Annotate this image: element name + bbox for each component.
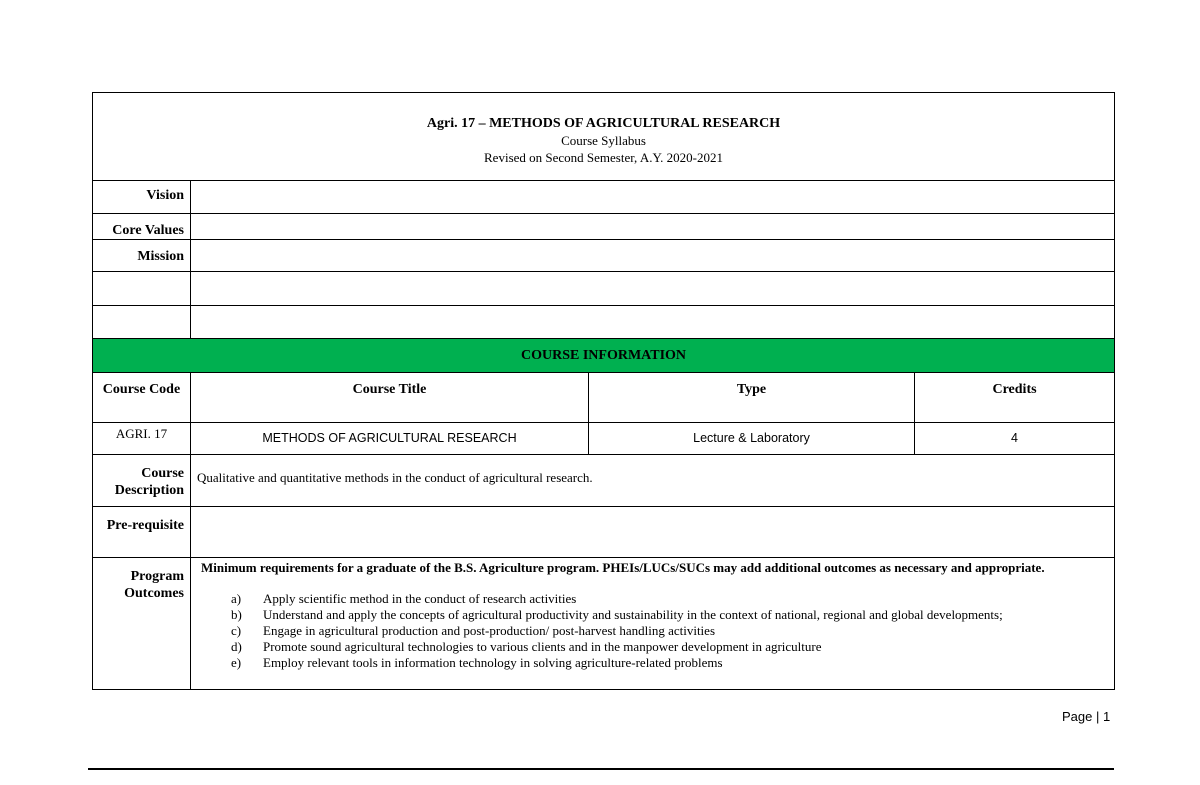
description-text: Qualitative and quantitative methods in the conduct of agricultural research.: [191, 455, 1115, 507]
outcome-letter: d): [231, 639, 242, 654]
outcomes-list: [201, 591, 1114, 671]
outcome-text: Understand and apply the concepts of agricultural productivity and sustainability in the context of national, regional and global developments;: [263, 607, 1003, 622]
outcomes-intro: Minimum requirements for a graduate of the B.S. Agriculture program. PHEIs/LUCs/SUCs may add additional outcomes as necessary and appropriate.: [201, 560, 1045, 575]
course-information-title: COURSE INFORMATION: [93, 339, 1115, 373]
prerequisite-label: Pre-requisite: [93, 507, 191, 558]
syllabus-header-row: [93, 93, 1115, 181]
core-values-row: [93, 214, 1115, 240]
credits-header: Credits: [915, 373, 1115, 423]
outcome-text: Apply scientific method in the conduct of research activities: [263, 591, 577, 606]
prerequisite-value: [191, 507, 1115, 558]
outcome-letter: e): [231, 655, 242, 670]
blank-label-cell: [93, 306, 191, 339]
outcome-item: [231, 607, 1114, 623]
blank-row-2: [93, 306, 1115, 339]
description-row: [93, 455, 1115, 507]
blank-row-1: [93, 272, 1115, 306]
blank-value-cell: [191, 272, 1115, 306]
revision-note: Revised on Second Semester, A.Y. 2020-2021: [484, 150, 724, 165]
blank-label-cell: [93, 272, 191, 306]
course-title-value: METHODS OF AGRICULTURAL RESEARCH: [191, 423, 589, 455]
prerequisite-row: [93, 507, 1115, 558]
type-header: Type: [589, 373, 915, 423]
syllabus-table: [92, 92, 1115, 690]
syllabus-header: [93, 93, 1115, 181]
footer-divider: [88, 768, 1114, 770]
mission-value: [191, 240, 1115, 272]
page-number: Page | 1: [1062, 709, 1111, 724]
course-title-header: Course Title: [191, 373, 589, 423]
document-type: Course Syllabus: [561, 133, 646, 148]
description-label: Course Description: [93, 455, 191, 507]
vision-value: [191, 181, 1115, 214]
vision-row: [93, 181, 1115, 214]
blank-value-cell: [191, 306, 1115, 339]
program-outcomes-content: [191, 558, 1115, 690]
program-outcomes-label: Program Outcomes: [93, 558, 191, 690]
course-code-value: AGRI. 17: [93, 423, 191, 455]
course-info-values-row: [93, 423, 1115, 455]
credits-value: 4: [915, 423, 1115, 455]
outcome-letter: c): [231, 623, 242, 638]
type-value: Lecture & Laboratory: [589, 423, 915, 455]
core-values-value: [191, 214, 1115, 240]
course-info-columns-row: [93, 373, 1115, 423]
course-code-header: Course Code: [93, 373, 191, 423]
outcome-letter: a): [231, 591, 242, 606]
outcome-letter: b): [231, 607, 242, 622]
mission-row: [93, 240, 1115, 272]
outcome-text: Engage in agricultural production and post-production/ post-harvest handling activities: [263, 623, 715, 638]
vision-label: Vision: [93, 181, 191, 214]
course-heading: Agri. 17 – METHODS OF AGRICULTURAL RESEARCH: [426, 116, 781, 131]
outcome-text: Employ relevant tools in information technology in solving agriculture-related problems: [263, 655, 723, 670]
outcome-item: [231, 639, 1114, 655]
outcome-item: [231, 623, 1114, 639]
outcome-text: Promote sound agricultural technologies to various clients and in the manpower development in agriculture: [263, 639, 822, 654]
mission-label: Mission: [93, 240, 191, 272]
program-outcomes-row: [93, 558, 1115, 690]
outcome-item: [231, 655, 1114, 671]
course-info-header-row: [93, 339, 1115, 373]
outcome-item: [231, 591, 1114, 607]
core-values-label: Core Values: [93, 214, 191, 240]
